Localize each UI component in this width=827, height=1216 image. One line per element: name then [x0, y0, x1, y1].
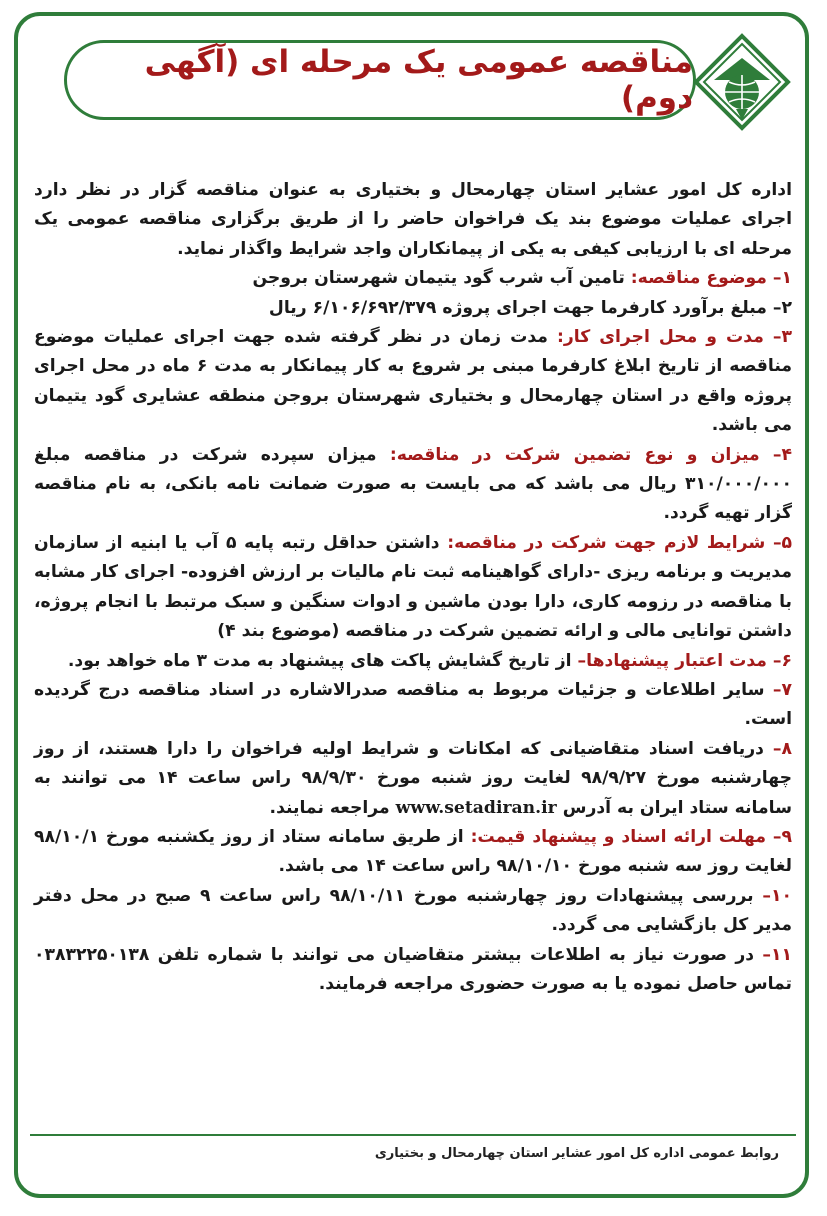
footer-credit: روابط عمومی اداره کل امور عشایر استان چهارمحال و بختیاری: [374, 1146, 779, 1161]
item-text: دریافت اسناد متقاضیانی که امکانات و شرایط اولیه فراخوان را دارا هستند، از روز چهارشنبه مورخ ۹۸/۹/۲۷ لغایت روز شنبه مورخ ۹۸/۹/۳۰ راس ساعت ۱۴ می توانند به سامانه ستاد ایران به آدرس: [34, 738, 792, 818]
announcement-body: [34, 176, 792, 999]
intro-text: به عنوان مناقصه گزار در نظر دارد اجرای عملیات موضوع بند یک فراخوان حاضر را از طریق برگزاری مناقصه عمومی یک مرحله ای با ارزیابی کیفی به یکی از پیمانکاران واجد شرایط واگذار نماید.: [34, 180, 792, 259]
item-label: میزان و نوع تضمین شرکت در مناقصه:: [389, 444, 760, 465]
item-text: ۲– مبلغ برآورد کارفرما جهت اجرای پروژه ۶/۱۰۶/۶۹۲/۳۷۹ ریال: [268, 297, 792, 318]
page-title: مناقصه عمومی یک مرحله ای (آگهی دوم): [144, 44, 693, 116]
item-number: ۵–: [772, 532, 793, 553]
item-number: ۴–: [772, 444, 793, 465]
item-label: مدت و محل اجرای کار:: [556, 327, 764, 348]
item-4: [34, 441, 792, 529]
item-6: [34, 647, 792, 676]
item-text: مدت زمان در نظر گرفته شده جهت اجرای عملیات موضوع مناقصه از تاریخ ابلاغ کارفرما مبنی بر شروع به کار پیمانکار به مدت ۶ ماه در محل اجرای پروژه واقع در استان چهارمحال و بختیاری شهرستان بروجن منطقه عشایری گود یتیمان می باشد.: [34, 327, 792, 436]
item-text: میزان سپرده شرکت در مناقصه مبلغ ۳۱۰/۰۰۰/۰۰۰ ریال می باشد که می بایست به صورت ضمانت نامه بانکی، به نام مناقصه گزار تهیه گردد.: [34, 444, 792, 524]
item-8: [34, 735, 792, 823]
item-number: ۷–: [772, 679, 792, 700]
item-text: سایر اطلاعات و جزئیات مربوط به مناقصه صدرالاشاره در اسناد مناقصه درج گردیده است.: [34, 679, 792, 730]
item-number: ۸–: [772, 738, 792, 759]
item-9: [34, 823, 792, 882]
website-link[interactable]: www.setadiran.ir: [395, 797, 557, 818]
item-2: [34, 294, 792, 323]
item-label: مهلت ارائه اسناد و پیشنهاد قیمت:: [470, 826, 767, 847]
item-number: ۹–: [772, 826, 793, 847]
item-number: ۶–: [772, 650, 792, 671]
item-label: موضوع مناقصه:: [630, 268, 767, 289]
item-text: از طریق سامانه ستاد از روز یکشنبه مورخ ۹۸/۱۰/۱ لغایت روز سه شنبه مورخ ۹۸/۱۰/۱۰ راس ساعت ۱۴ می باشد.: [34, 826, 792, 877]
item-text: داشتن حداقل رتبه پایه ۵ آب یا ابنیه از سازمان مدیریت و برنامه ریزی -دارای گواهینامه ثبت نام مالیات بر ارزش افزوده- اجرای کار مشابه با مناقصه در رزومه کاری، دارا بودن ماشین و ادوات سنگین و سبک مرتبط با انجام پروژه، داشتن توانایی مالی و ارائه تضمین شرکت در مناقصه (موضوع بند ۴): [34, 532, 792, 642]
item-tail: مراجعه نمایند.: [269, 797, 396, 818]
item-text: در صورت نیاز به اطلاعات بیشتر متقاضیان می توانند با شماره تلفن ۰۳۸۳۲۲۵۰۱۳۸ تماس حاصل نموده یا به صورت حضوری مراجعه فرمایند.: [34, 944, 792, 994]
item-3: [34, 323, 792, 441]
item-label: شرایط لازم جهت شرکت در مناقصه:: [447, 532, 766, 553]
footer-divider: [30, 1134, 796, 1136]
item-number: ۱–: [772, 268, 792, 289]
item-5: [34, 529, 792, 647]
item-11: [34, 941, 792, 1000]
item-text: از تاریخ گشایش پاکت های پیشنهاد به مدت ۳ ماه خواهد بود.: [67, 650, 578, 671]
item-text: تامین آب شرب گود یتیمان شهرستان بروجن: [252, 268, 631, 289]
item-7: [34, 676, 792, 735]
header: [30, 28, 792, 138]
item-number: ۱۰–: [762, 885, 792, 906]
item-10: [34, 882, 792, 941]
intro-paragraph: [34, 176, 792, 264]
item-1: [34, 264, 792, 293]
item-number: ۱۱–: [762, 944, 792, 965]
item-label: مدت اعتبار پیشنهادها–: [577, 650, 767, 671]
item-number: ۳–: [772, 327, 792, 348]
organization-logo-icon: [692, 32, 792, 132]
item-text: بررسی پیشنهادات روز چهارشنبه مورخ ۹۸/۱۰/۱۱ راس ساعت ۹ صبح در محل دفتر مدیر کل بازگشایی می گردد.: [34, 885, 792, 936]
intro-org: اداره کل امور عشایر استان چهارمحال و بختیاری: [355, 180, 792, 200]
title-box: [64, 40, 696, 120]
